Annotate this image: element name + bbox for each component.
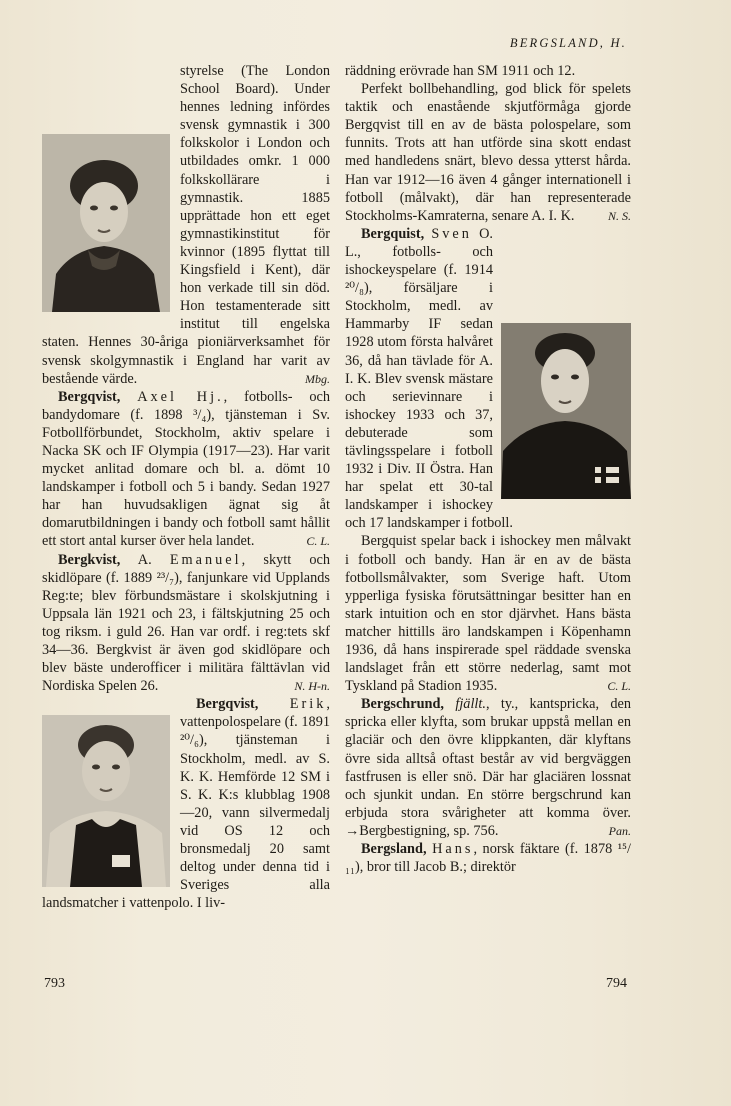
right-column xyxy=(345,62,631,876)
page-number-left: 793 xyxy=(44,976,65,991)
paragraph-water-polo: Perfekt bollbehandling, god blick för spelets taktik och enastående skjutförmåga gjorde Bergqvist till en av de bästa polospelare, som funnits. Trots att han utförde sina skott endast med handledens snärt, blevo dessa ytterst hårda. Han var 1912—16 även 4 gånger internationell i fotboll (målvakt), där han representerade Stockholms-Kamraterna, senare A. I. K. N. S. xyxy=(345,81,631,224)
signature-cl: C. L. xyxy=(306,534,330,549)
paragraph-bergman-osterberg: styrelse (The London School Board). Under hennes ledning infördes svensk gymnastik i 300 folkskolor i London och utbildades omkr. 1 000 folkskollärare i gymnastik. 1885 upprättade hon ett eget gymnastikinstitut för kvinnor (1895 flyttat till Kingsfield i Kent), där hon verkade till sin död. Hon testamenterade sitt institut till engelska staten. Hennes 30-åriga pioniärverksamhet för svensk skolgymnastik i England har varit av bestående värde. Mbg. xyxy=(42,63,330,387)
entry-headword: Bergschrund, xyxy=(361,696,445,713)
entry-headword: Bergqvist, xyxy=(58,388,121,405)
entry-headword: Bergqvist, xyxy=(196,696,259,713)
signature-nhn: N. H-n. xyxy=(294,679,330,694)
left-column xyxy=(42,62,330,912)
signature-ns: N. S. xyxy=(607,208,631,223)
entry-bergschrund: Bergschrund, fjällt., ty., kantspricka, den spricka eller klyfta, som brukar uppstå mellan en glaciär och den övre klippkanten, där klyftans övre sida alltså oftast består av vid bergväggen fastfrusen is eller snö. Där har glaciären lossnat och sjunkit undan. En större bergschrund kan erbjuda stora svårigheter att komma över. →Bergbestigning, sp. 756. Pan. xyxy=(345,696,631,839)
entry-headword: Bergquist, xyxy=(361,225,425,242)
entry-emanuel-bergkvist: Bergkvist, A. Emanuel, skytt och skidlöpare (f. 1889 ²³/₇), fanjunkare vid Upplands Reg:te; blev förbundsmästare i skolskjutning i Uppsala län 1921 och 23, i fältskjutning 25 och tog riksm. i guld 26. Han var ordf. i reg:tets skf 34—36. Bergkvist är även god skidlöpare och blev bäste underofficer i militära fälttävlan vid Nordiska Spelen 26. N. H-n. xyxy=(42,551,330,695)
portrait-erik-bergqvist-photo xyxy=(42,715,170,887)
entry-sven-bergquist: Bergquist, Sven O. L., fotbolls- och ishockeyspelare (f. 1914 ²⁰/₈), försäljare i Stockholm, medl. av Hammarby IF sedan 1928 utom första halvåret 36, då han tävlade för A. I. K. Blev svensk mästare och serievinnare i ishockey 1933 och 37, debuterade som tävlingsspelare i fotboll 1932 i Div. II Östra. Han har spelat ett 30-tal landskamper i ishockey och 17 landskamper i fotboll. xyxy=(345,225,631,533)
entry-erik-bergqvist: Bergqvist, Erik, vattenpolospelare (f. 1891 ²⁰/₆), tjänsteman i Stockholm, medl. av S. K. K. Hemförde 12 SM i S. K. K:s klubblag 1908—20, vann silvermedalj vid OS 12 och bronsmedalj 20 samt deltog under denna tid i Sveriges alla landsmatcher i vattenpolo. I liv- xyxy=(42,696,330,912)
paragraph-continuation: räddning erövrade han SM 1911 och 12. xyxy=(345,63,576,79)
paragraph-sven-career: Bergquist spelar back i ishockey men målvakt i fotboll och bandy. Han är en av de bästa fotbollsmålvakter, som Sverige haft. Utom ypperliga fysiska förutsättningar besitter han en stark intuition och en stor djärvhet. Hans bästa matcher hittills äro landskampen i Köpenhamn 1936, då hans inspirerade spel räddade svenska landslaget från ett större nederlag, samt mot Tyskland på Stadion 1935. C. L. xyxy=(345,533,631,695)
entry-headword: Bergsland, xyxy=(361,841,427,858)
page-number-right: 794 xyxy=(606,976,627,991)
running-head: BERGSLAND, H. xyxy=(509,36,627,50)
signature-pan: Pan. xyxy=(608,823,631,838)
portrait-sven-bergquist-photo xyxy=(501,323,631,499)
entry-hans-bergsland: Bergsland, Hans, norsk fäktare (f. 1878 ¹⁵/₁₁), bror till Jacob B.; direktör xyxy=(345,841,632,876)
entry-headword: Bergkvist, xyxy=(58,551,121,568)
signature-mbg: Mbg. xyxy=(305,371,330,386)
signature-cl: C. L. xyxy=(607,679,631,694)
entry-axel-bergqvist: Bergqvist, Axel Hj., fotbolls- och bandydomare (f. 1898 ³/₄), tjänsteman i Sv. Fotbollförbundet, Stockholm, aktiv spelare i Nacka SK och IF Olympia (1917—23). Har varit mycket anlitad domare och bl. a. dömt 10 landskamper i fotboll och 5 i bandy. Sedan 1927 har han huvudsakligen ägnat sig åt domarutbildningen i bandy och fotboll samt hållit ett stort antal kurser över hela landet. C. L. xyxy=(42,388,330,550)
portrait-woman-photo xyxy=(42,134,170,312)
